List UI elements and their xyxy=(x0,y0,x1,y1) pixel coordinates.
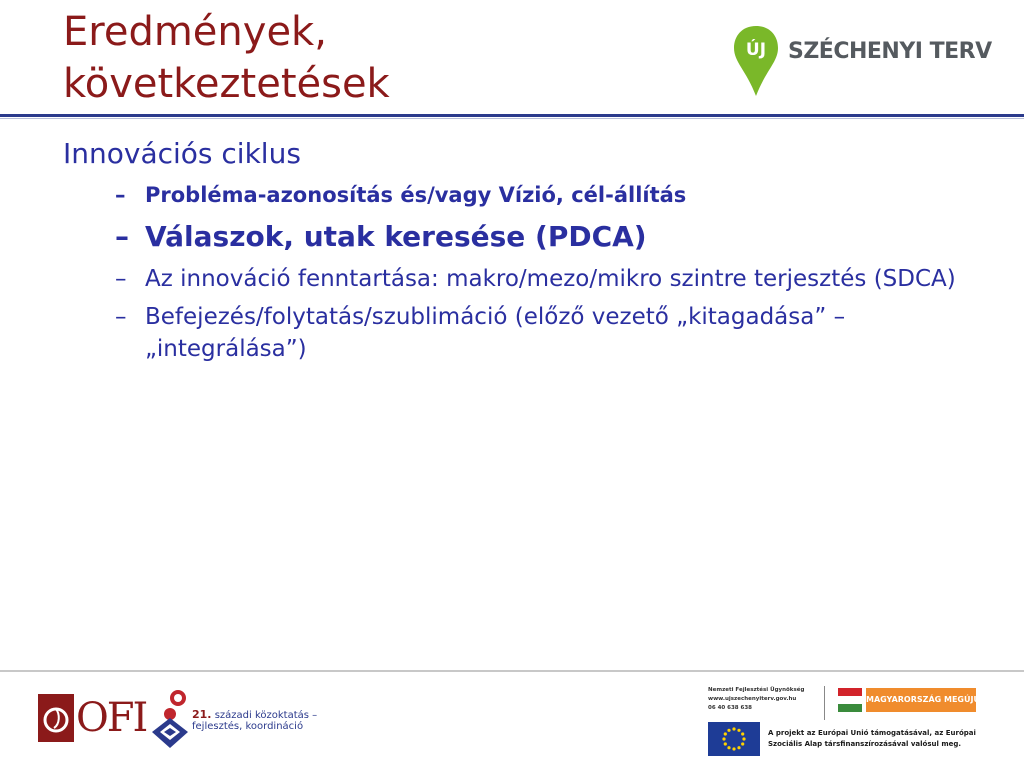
szechenyi-brand-label: SZÉCHENYI TERV xyxy=(788,39,992,64)
kozoktatas-label xyxy=(192,709,317,732)
level1-heading: Innovációs ciklus xyxy=(63,137,301,170)
ofi-wordmark: OFI xyxy=(76,695,147,741)
kozoktatas-number: 21. xyxy=(192,708,212,721)
slide-title xyxy=(63,6,663,110)
eu-flag-icon xyxy=(708,722,760,756)
nfu-phone: 06 40 638 638 xyxy=(708,705,753,711)
szechenyi-terv-logo xyxy=(730,22,990,102)
slide-body xyxy=(63,135,963,371)
ofi-logo xyxy=(38,694,147,742)
eu-funding-line-2: Szociális Alap társfinanszírozásával valósul meg. xyxy=(768,740,962,748)
kozoktatas-logo xyxy=(148,688,318,752)
title-divider xyxy=(0,114,1024,117)
kozoktatas-line-1: századi közoktatás – xyxy=(214,710,318,721)
eu-funding-note xyxy=(768,728,988,750)
bullet-list xyxy=(63,179,963,365)
footer-vertical-divider xyxy=(824,686,825,720)
nfu-url: www.ujszechenyiterv.gov.hu xyxy=(708,696,797,702)
bullet-item-2 xyxy=(63,217,963,257)
bullet-text: Probléma-azonosítás és/vagy Vízió, cél-állítás xyxy=(145,183,687,207)
nfu-name: Nemzeti Fejlesztési Ügynökség xyxy=(708,687,805,693)
bullet-item-4 xyxy=(63,301,963,365)
bullet-dash: – xyxy=(115,220,129,253)
bullet-text: Befejezés/folytatás/szublimáció (előző vezető „kitagadása” – „integrálása”) xyxy=(145,304,846,362)
ofi-emblem-icon xyxy=(38,694,74,742)
slide-title-line-1: Eredmények, xyxy=(63,9,327,55)
kozoktatas-emblem-icon xyxy=(148,688,192,752)
bullet-text: Válaszok, utak keresése (PDCA) xyxy=(145,220,647,253)
szechenyi-uj-label: ÚJ xyxy=(745,40,767,60)
bullet-dash: – xyxy=(115,304,127,330)
slide-title-line-2: következtetések xyxy=(63,61,390,107)
footer-divider xyxy=(0,670,1024,672)
bullet-dash: – xyxy=(115,183,126,207)
eu-funding-line-1: A projekt az Európai Unió támogatásával, az Európai xyxy=(768,729,976,737)
kozoktatas-line-2: fejlesztés, koordináció xyxy=(192,721,304,732)
magyarorszag-megujul-badge: MAGYARORSZÁG MEGÚJUL xyxy=(866,688,976,712)
bullet-item-1 xyxy=(63,179,963,211)
title-divider-thin xyxy=(0,118,1024,119)
bullet-dash: – xyxy=(115,266,127,292)
bullet-item-3 xyxy=(63,263,963,295)
map-pin-icon xyxy=(730,22,782,102)
hungarian-flag-icon xyxy=(838,688,862,712)
nfu-info xyxy=(708,686,818,713)
bullet-text: Az innováció fenntartása: makro/mezo/mikro szintre terjesztés (SDCA) xyxy=(145,266,956,292)
